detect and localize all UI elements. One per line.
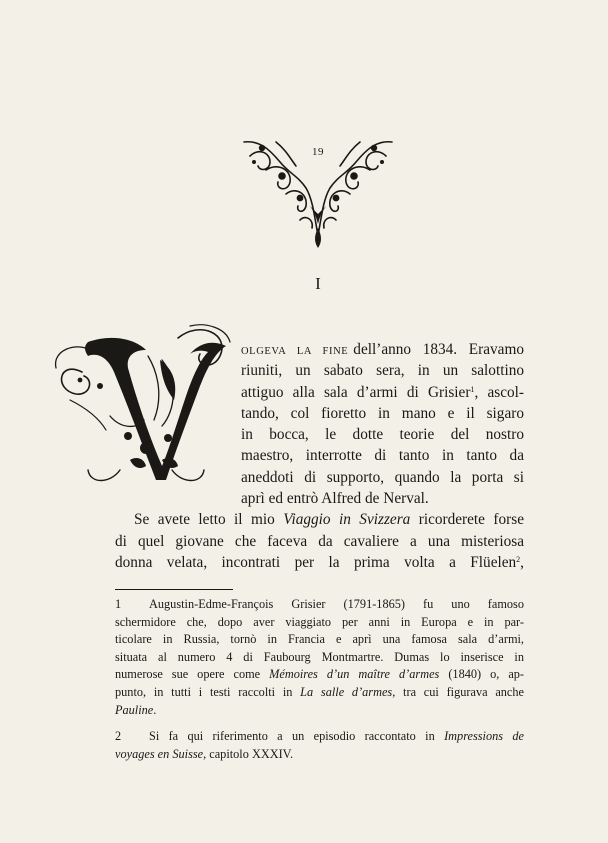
text-line bbox=[115, 728, 524, 746]
book-title: La salle d’armes bbox=[300, 684, 393, 699]
text-line: aneddoti di supporto, quando la porta si bbox=[241, 468, 524, 486]
footnote-number: 2 bbox=[115, 729, 122, 744]
text-fragment: attiguo alla sala d’armi di Grisier bbox=[241, 383, 471, 401]
text-line: tando, col fioretto in mano e il sigaro bbox=[241, 404, 524, 422]
text-line: aprì ed entrò Alfred de Nerval. bbox=[241, 490, 429, 508]
text-fragment: , capitolo XXXIV. bbox=[203, 746, 294, 761]
text-fragment: , ascol- bbox=[474, 383, 524, 401]
text-line bbox=[115, 596, 524, 614]
text-fragment: , bbox=[520, 554, 524, 571]
text-line bbox=[241, 339, 524, 360]
book-title: voyages en Suisse bbox=[115, 746, 204, 761]
text-fragment: (1840) o, ap- bbox=[448, 667, 525, 682]
opening-paragraph bbox=[241, 339, 524, 509]
text-line: maestro, interrotte di tanto in tanto da bbox=[241, 447, 524, 465]
footnote-2 bbox=[115, 728, 524, 763]
text-line bbox=[115, 509, 524, 531]
text-fragment: ricorderete forse bbox=[418, 511, 524, 528]
footnote-ref-2[interactable]: 2 bbox=[516, 555, 521, 564]
footnote-divider bbox=[115, 589, 233, 590]
text-line bbox=[115, 746, 524, 764]
second-paragraph bbox=[115, 509, 524, 574]
footnotes bbox=[115, 596, 524, 763]
book-title: Mémoires d’un maître d’armes bbox=[269, 667, 440, 682]
text-fragment: dell’anno 1834. Eravamo bbox=[353, 341, 524, 358]
text-line bbox=[241, 382, 524, 403]
text-fragment: . bbox=[153, 702, 157, 717]
text-line: riuniti, un sabato sera, in un salottino bbox=[241, 362, 524, 380]
text-line: di quel giovane che faceva da cavaliere a una misteriosa bbox=[115, 532, 524, 550]
text-fragment: punto, in tutti i testi raccolti in bbox=[115, 684, 293, 699]
decorated-initial-v bbox=[50, 320, 238, 488]
text-fragment: Si fa qui riferimento a un episodio raccontato in bbox=[149, 729, 435, 744]
text-line bbox=[115, 666, 524, 684]
footnote-number: 1 bbox=[115, 597, 122, 611]
footnote-ref-1[interactable]: 1 bbox=[470, 384, 475, 394]
text-fragment: , tra cui figurava anche bbox=[392, 684, 524, 699]
text-line: ticolare in Russia, tornò in Francia e aprì una famosa sala d’armi, bbox=[115, 632, 524, 647]
text-fragment: Augustin-Edme-François Grisier (1791-1865) fu uno famoso bbox=[149, 597, 524, 611]
text-line: in bocca, le dotte teorie del nostro bbox=[241, 426, 524, 444]
text-line bbox=[115, 552, 524, 574]
text-line bbox=[115, 702, 524, 720]
book-title: Viaggio in Svizzera bbox=[283, 511, 411, 528]
text-line: schermidore che, dopo aver viaggiato per anni in Europa e in par- bbox=[115, 614, 524, 629]
page-number: 19 bbox=[312, 146, 324, 158]
chapter-heading: I bbox=[315, 274, 321, 293]
book-title: Pauline bbox=[115, 702, 154, 717]
text-line bbox=[115, 684, 524, 702]
text-line: situata al numero 4 di Faubourg Montmartre. Dumas lo inserisce in bbox=[115, 649, 524, 664]
book-title: Impressions de bbox=[444, 729, 525, 744]
footnote-1 bbox=[115, 596, 524, 719]
text-fragment: donna velata, incontrati per la prima volta a Flüelen bbox=[115, 554, 517, 571]
smallcaps-opening: OLGEVA LA FINE bbox=[241, 346, 349, 357]
text-fragment: numerose sue opere come bbox=[115, 667, 261, 682]
text-fragment: Se avete letto il mio bbox=[134, 511, 275, 528]
